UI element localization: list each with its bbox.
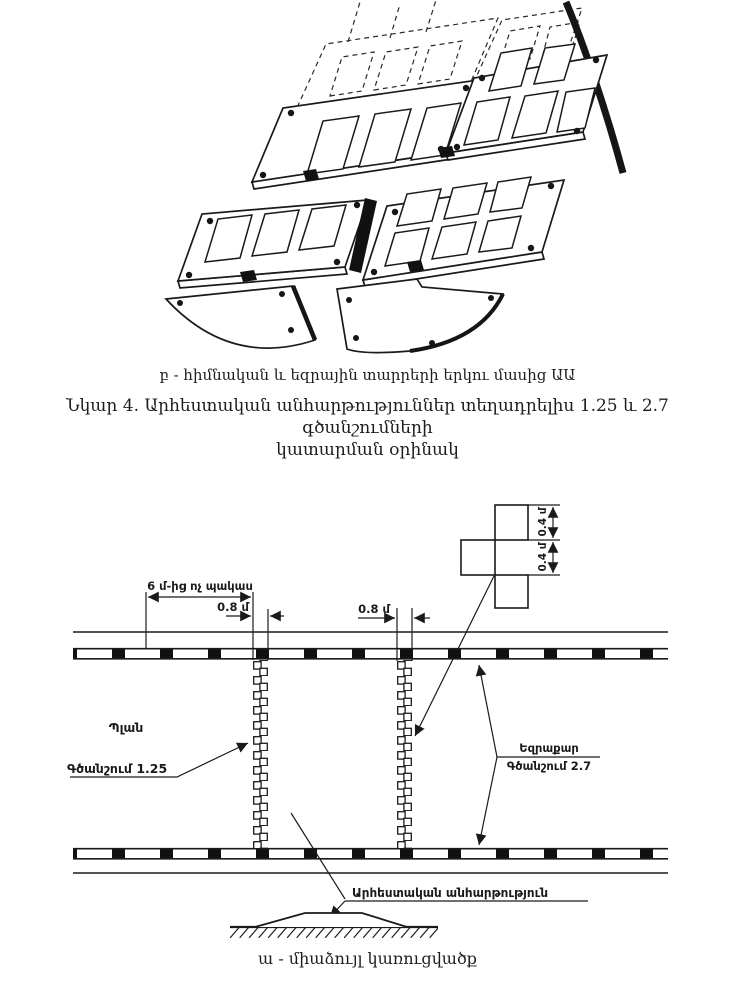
marking-125-label: Գծանշում 1.25	[67, 761, 168, 776]
hump-cross-section	[230, 913, 438, 938]
figure-title	[0, 395, 735, 461]
figure-title-line1: Նկար 4. Արհեստական անհարթություններ տեղադրելիս 1.25 և 2.7 գծանշումների	[66, 396, 669, 438]
dim-04-bottom: 0.4 մ	[537, 542, 549, 572]
plan-label: Պլան	[108, 720, 144, 735]
figure-title-line2: կատարման օրինակ	[276, 440, 459, 460]
diagram-caption: ա - միաձույլ կառուցվածք	[258, 949, 477, 968]
exploded-view-drawing	[0, 0, 735, 360]
dim-08-right-label: 0.8 մ	[358, 602, 390, 616]
dim-08-left-label: 0.8 մ	[217, 600, 249, 614]
hump-label: Արհեստական անհարթություն	[352, 886, 549, 900]
end-elements	[166, 279, 503, 353]
checker-detail	[415, 505, 560, 736]
marking-27-label: Գծանշում 2.7	[506, 759, 592, 773]
dim-6m-label: 6 մ-ից ոչ պակաս	[147, 579, 253, 593]
plan-diagram	[0, 460, 735, 985]
marking-strip-left	[253, 660, 268, 848]
hump-callout	[291, 813, 588, 917]
photo-caption: բ - հիմնական և եզրային տարրերի երկու մասից ԱԱ	[159, 366, 576, 384]
upper-plates	[252, 44, 607, 189]
curb-label: Եզրաքար	[519, 741, 579, 755]
top-road-edge	[73, 632, 668, 659]
dim-04-top: 0.4 մ	[537, 507, 549, 537]
bottom-road-edge	[73, 849, 668, 873]
curb-marking-callout	[479, 665, 600, 845]
marking-strip-right	[397, 660, 412, 848]
